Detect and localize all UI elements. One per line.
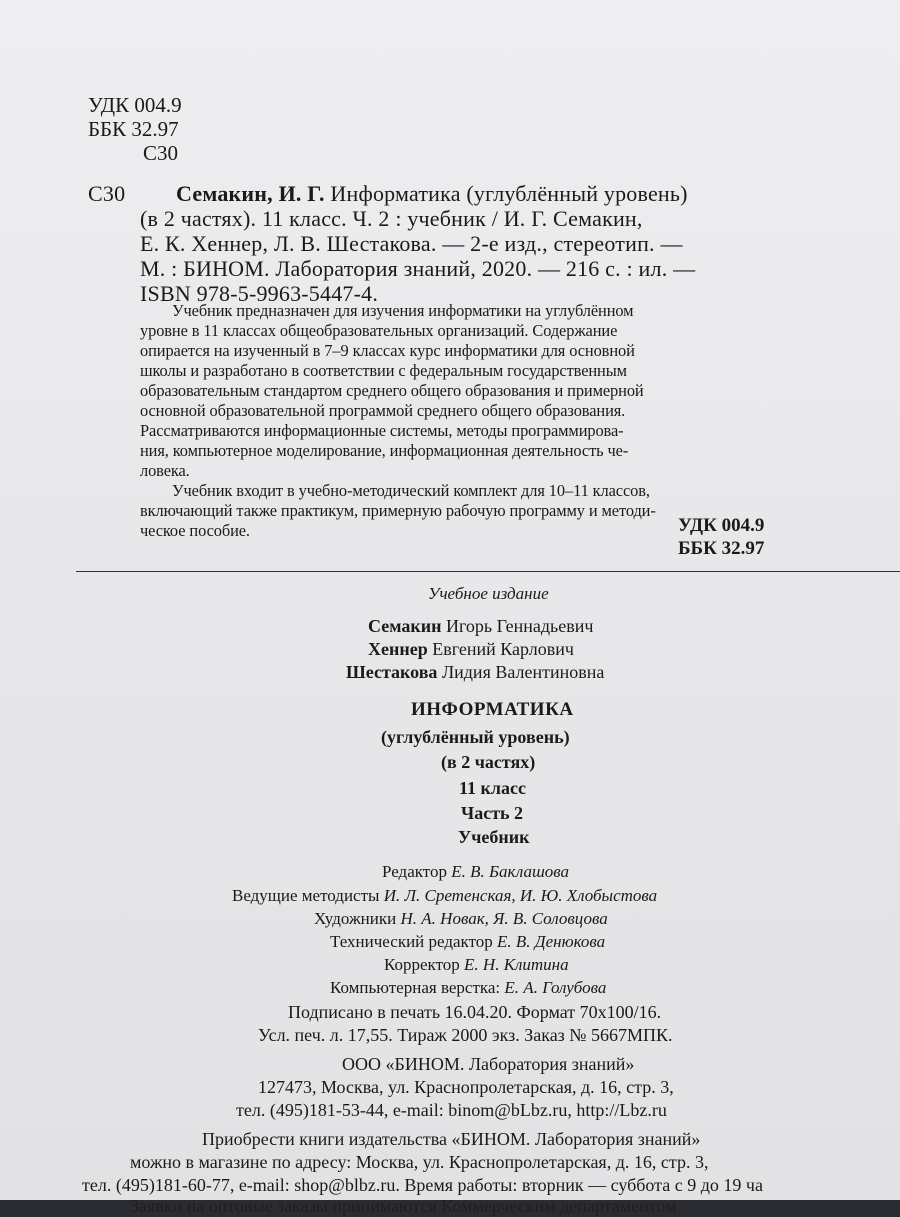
entry-line-2: (в 2 частях). 11 класс. Ч. 2 : учебник / И. Г. Семакин, bbox=[140, 206, 643, 231]
author-line bbox=[368, 639, 574, 660]
credit-names: Е. А. Голубова bbox=[504, 978, 607, 997]
abstract-line: Рассматриваются информационные системы, методы программирова- bbox=[140, 421, 624, 440]
abstract-line: включающий также практикум, примерную рабочую программу и методи- bbox=[140, 501, 656, 520]
author-given-names: Евгений Карлович bbox=[432, 639, 574, 659]
author-surname: Семакин bbox=[368, 616, 442, 636]
credit-role: Художники bbox=[314, 909, 397, 928]
abstract-line: образовательным стандартом среднего общего образования и примерной bbox=[140, 381, 644, 400]
shop-line: можно в магазине по адресу: Москва, ул. Краснопролетарская, д. 16, стр. 3, bbox=[130, 1152, 709, 1172]
abstract-line: школы и разработано в соответствии с федеральным государственным bbox=[140, 361, 627, 380]
abstract-line: опирается на изученный в 7–9 классах курс информатики для основной bbox=[140, 341, 635, 360]
abstract-line: ния, компьютерное моделирование, информационная деятельность че- bbox=[140, 441, 629, 460]
credit-names: Е. Н. Клитина bbox=[464, 955, 569, 974]
print-info-line: Усл. печ. л. 17,55. Тираж 2000 экз. Заказ № 5667МПК. bbox=[258, 1025, 673, 1045]
credit-line bbox=[384, 955, 569, 975]
book-subtitle-parts: (в 2 частях) bbox=[441, 752, 536, 772]
bbk-code-bottom: ББК 32.97 bbox=[678, 538, 765, 559]
abstract-line: уровне в 11 классах общеобразовательных организаций. Содержание bbox=[140, 321, 618, 340]
abstract-line: Учебник входит в учебно-методический комплект для 10–11 классов, bbox=[172, 481, 650, 500]
entry-line-1 bbox=[176, 181, 688, 207]
entry-line-4: М. : БИНОМ. Лаборатория знаний, 2020. — 216 с. : ил. — bbox=[140, 256, 696, 281]
abstract-line: Учебник предназначен для изучения информатики на углублённом bbox=[172, 301, 634, 320]
credit-line bbox=[330, 978, 606, 998]
author-given-names: Лидия Валентиновна bbox=[441, 662, 605, 682]
abstract-line: ловека. bbox=[140, 461, 190, 480]
credit-line bbox=[232, 886, 657, 906]
shop-line: тел. (495)181-60-77, e-mail: shop@blbz.ru. Время работы: вторник — суббота с 9 до 19 ча bbox=[82, 1175, 763, 1195]
credit-line bbox=[330, 932, 605, 952]
book-grade: 11 класс bbox=[459, 778, 526, 798]
publisher-line: тел. (495)181-53-44, e-mail: binom@bLbz.ru, http://Lbz.ru bbox=[236, 1100, 667, 1120]
print-info-line: Подписано в печать 16.04.20. Формат 70x100/16. bbox=[288, 1002, 662, 1022]
credit-role: Технический редактор bbox=[330, 932, 493, 951]
entry-line-3: Е. К. Хеннер, Л. В. Шестакова. — 2-е изд., стереотип. — bbox=[140, 231, 683, 256]
abstract-line: основной образовательной программой среднего общего образования. bbox=[140, 401, 626, 420]
author-given-names: Игорь Геннадьевич bbox=[445, 616, 594, 636]
book-kind: Учебник bbox=[458, 827, 530, 847]
credit-role: Ведущие методисты bbox=[232, 886, 380, 905]
bbk-code-top: ББК 32.97 bbox=[88, 117, 179, 141]
book-subtitle-level: (углублённый уровень) bbox=[381, 727, 570, 747]
author-line bbox=[368, 616, 593, 637]
udk-code-bottom: УДК 004.9 bbox=[678, 515, 765, 536]
author-surname: Хеннер bbox=[368, 639, 428, 659]
shop-line-cut: Заявки на оптовые заказы принимаются Коммерческим департаментом bbox=[130, 1196, 677, 1216]
credit-role: Компьютерная верстка: bbox=[330, 978, 501, 997]
author-line bbox=[346, 662, 604, 683]
edition-type: Учебное издание bbox=[428, 584, 549, 603]
abstract-line: ческое пособие. bbox=[140, 521, 250, 540]
shop-line: Приобрести книги издательства «БИНОМ. Лаборатория знаний» bbox=[202, 1129, 701, 1149]
credit-line bbox=[314, 909, 608, 929]
credit-role: Редактор bbox=[382, 862, 447, 881]
entry-line-5: ISBN 978-5-9963-5447-4. bbox=[140, 281, 379, 306]
book-part: Часть 2 bbox=[461, 803, 524, 823]
udk-code-top: УДК 004.9 bbox=[88, 93, 182, 117]
author-mark-top: С30 bbox=[143, 141, 179, 165]
publisher-line: ООО «БИНОМ. Лаборатория знаний» bbox=[342, 1054, 635, 1074]
entry-author-bold: Семакин, И. Г. bbox=[176, 181, 325, 206]
credit-names: Е. В. Денюкова bbox=[497, 932, 606, 951]
credit-line bbox=[382, 862, 569, 882]
credit-names: Е. В. Баклашова bbox=[451, 862, 570, 881]
section-divider bbox=[76, 571, 900, 572]
book-title: ИНФОРМАТИКА bbox=[411, 699, 574, 720]
entry-mark: С30 bbox=[88, 181, 126, 206]
credit-names: И. Л. Сретенская, И. Ю. Хлобыстова bbox=[383, 886, 658, 905]
credit-role: Корректор bbox=[384, 955, 460, 974]
credit-names: Н. А. Новак, Я. В. Соловцова bbox=[400, 909, 608, 928]
author-surname: Шестакова bbox=[346, 662, 438, 682]
publisher-line: 127473, Москва, ул. Краснопролетарская, д. 16, стр. 3, bbox=[258, 1077, 674, 1097]
entry-title: Информатика (углублённый уровень) bbox=[330, 181, 688, 206]
